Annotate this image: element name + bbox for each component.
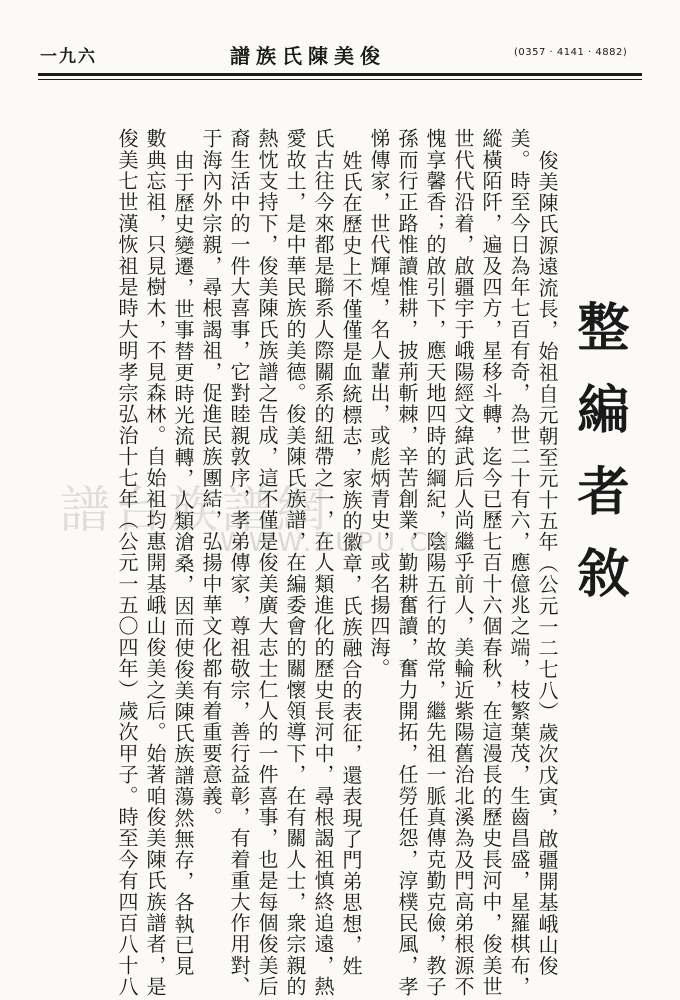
book-title: 譜族氏陳美俊 xyxy=(230,44,386,68)
text-column: 俊美陳氏源遠流長，始祖自元朝至元十五年（公元一二七八）歲次戊寅，啟疆開基峨山俊 xyxy=(535,150,559,977)
text-column: 美。時至今日為年七百有奇，為世二十有六，應億兆之端，枝繁葉茂，生齒昌盛，星羅棋布， xyxy=(507,128,531,998)
text-column: 愧享馨香；的啟引下，應天地四時的綱紀，陰陽五行的故常，繼先祖一脈真傳克勤克儉，教子 xyxy=(423,128,447,998)
header-rule-thick xyxy=(38,73,642,76)
text-column: 世代代沿着，啟疆宇于峨陽經文緯武后人尚繼乎前人，美輪近紫陽舊治北溪為及門高弟根源不 xyxy=(451,128,475,998)
section-title: 整編者敘 xyxy=(568,300,629,628)
text-column: 數典忘祖，只見樹木，不見森林。自始祖均惠開基峨山俊美之后。始著咱俊美陳氏族譜者，是 xyxy=(143,128,167,998)
page-header xyxy=(0,0,680,80)
text-column: 姓氏在歷史上不僅僅是血統標志，家族的徽章，氏族融合的表征，還表現了門弟思想，姓 xyxy=(339,150,363,977)
text-column: 氏古往今來都是聯系人際關系的紐帶之一，在人類進化的歷史長河中，尋根謁祖慎終追遠，熱 xyxy=(311,128,335,998)
text-column: 愛故土，是中華民族的美德。俊美陳氏族譜，在編委會的關懷領導下，在有關人士，衆宗親的 xyxy=(283,128,307,998)
text-column: 俊美七世漢恢祖是時大明孝宗弘治十七年（公元一五〇四年）歲次甲子。時至今有四百八十八 xyxy=(115,128,139,998)
catalog-code: (0357 · 4141 · 4882) xyxy=(514,47,628,58)
text-column: 孫而行正路惟讀惟耕，披荊斬棘，辛苦創業，勤耕奮讀，奮力開拓，任勞任怨，淳樸民風，孝 xyxy=(395,128,419,998)
text-column: 縱橫陌阡，遍及四方，星移斗轉，迄今已歷七百十六個春秋，在這漫長的歷史長河中，俊美世 xyxy=(479,128,503,998)
text-column: 由于歷史變遷，世事替更時光流轉，人類滄桑，因而使俊美陳氏族譜蕩然無存，各執已見 xyxy=(171,150,195,977)
text-column: 裔生活中的一件大喜事，它對睦親敦序，孝弟傳家，尊祖敬宗，善行益彰，有着重大作用對、 xyxy=(227,128,251,998)
text-column: 于海內外宗親，尋根謁祖，促進民族團結，弘揚中華文化都有着重要意義。 xyxy=(199,128,223,828)
text-column: 熱忱支持下，俊美陳氏族譜之告成，這不僅是俊美廣大志士仁人的一件喜事，也是每個俊美后 xyxy=(255,128,279,998)
watermark-url: WWW.ZUPU.CN xyxy=(220,528,453,558)
watermark: 譜台族譜網 xyxy=(60,481,330,539)
header-rule-thin xyxy=(38,79,642,80)
page-number: 一九六 xyxy=(40,47,97,67)
text-column: 悌傳家，世代輝煌，名人輩出，或彪炳青史，或名揚四海。 xyxy=(367,128,391,680)
